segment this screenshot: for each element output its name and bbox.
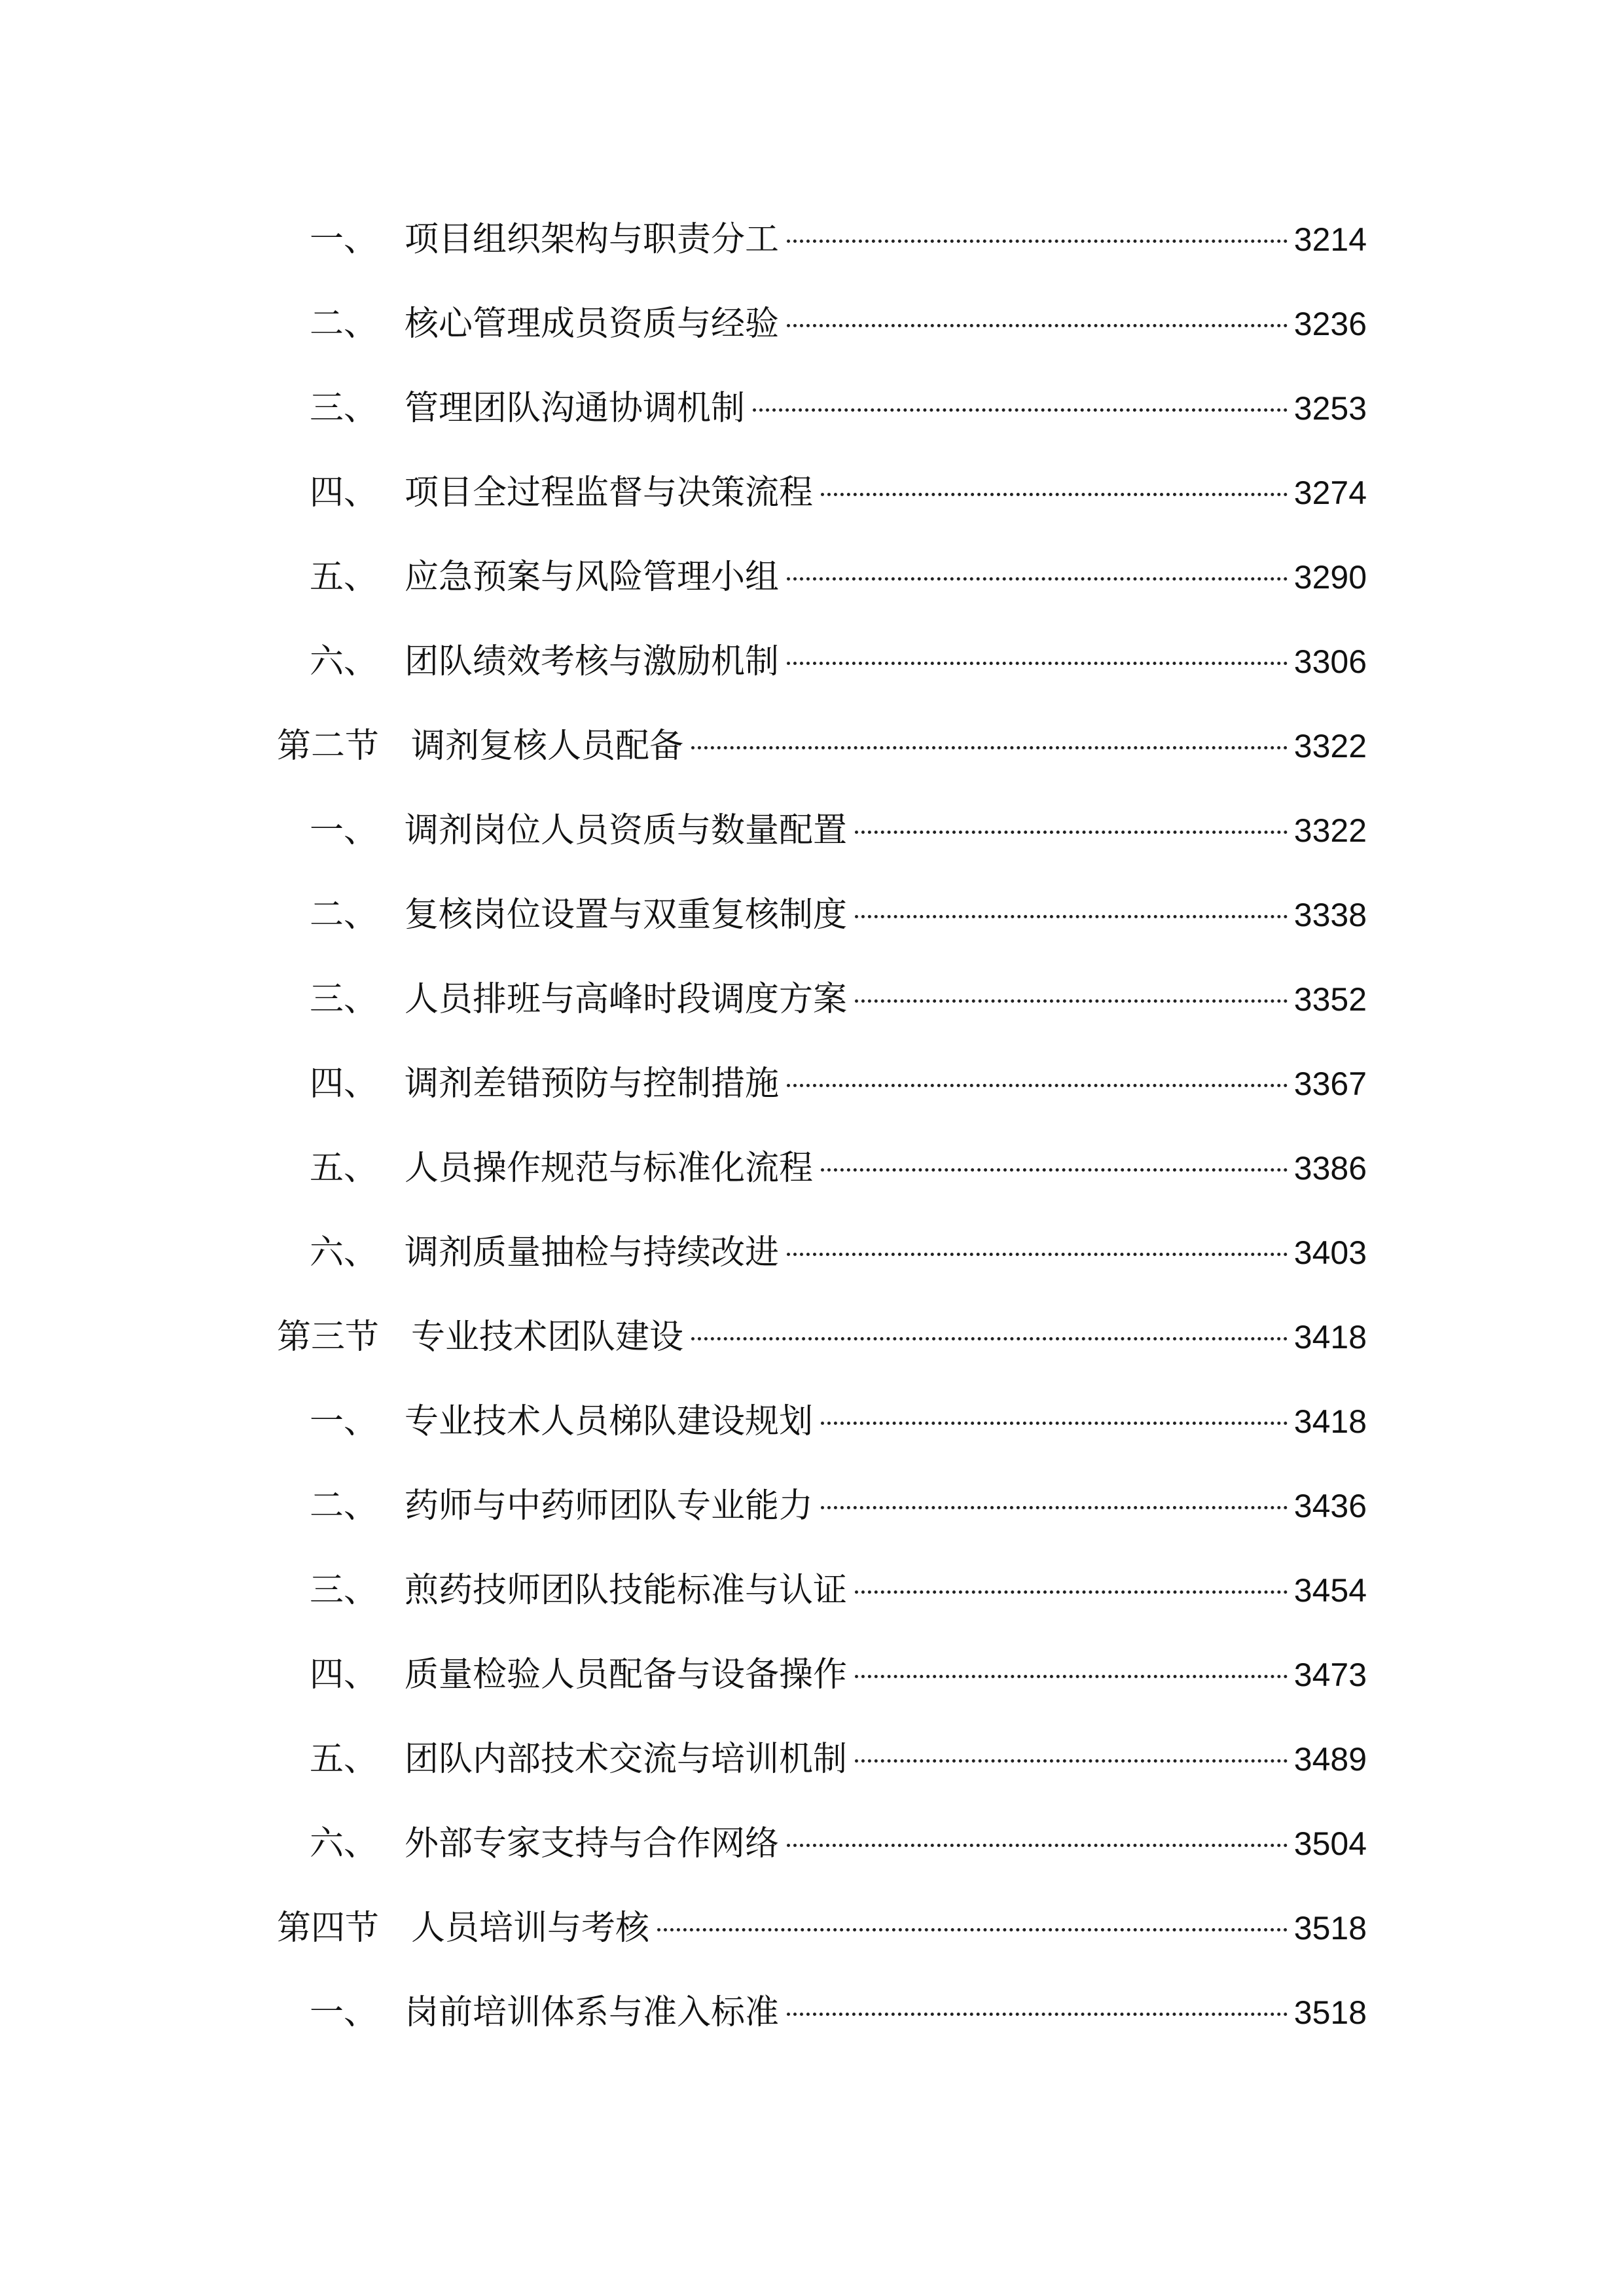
toc-entry-page-number: 3322 xyxy=(1293,812,1367,849)
toc-entry-number: 六、 xyxy=(310,642,378,681)
toc-entry-number: 一、 xyxy=(310,811,378,850)
toc-dot-leader xyxy=(787,2013,1288,2016)
toc-entry-number: 四、 xyxy=(310,1064,378,1103)
toc-entry-title: 人员培训与考核 xyxy=(411,1909,650,1948)
toc-entry-title: 管理团队沟通协调机制 xyxy=(405,389,746,428)
toc-subsection-entry[interactable] xyxy=(277,1549,1367,1633)
toc-subsection-entry[interactable] xyxy=(277,1126,1367,1211)
toc-entry-number: 四、 xyxy=(310,1655,378,1695)
toc-entry-page-number: 3504 xyxy=(1293,1825,1367,1862)
toc-entry-number: 第二节 xyxy=(277,726,380,766)
toc-entry-number: 二、 xyxy=(310,304,378,344)
toc-entry-title: 调剂岗位人员资质与数量配置 xyxy=(405,811,848,850)
toc-dot-leader xyxy=(821,1422,1288,1425)
toc-entry-number: 第三节 xyxy=(277,1318,380,1357)
toc-dot-leader xyxy=(855,1675,1288,1678)
toc-dot-leader xyxy=(855,831,1288,834)
toc-entry-number: 三、 xyxy=(310,1571,378,1610)
toc-entry-page-number: 3236 xyxy=(1293,306,1367,342)
toc-entry-number: 一、 xyxy=(310,220,378,259)
toc-section-entry[interactable] xyxy=(277,1295,1367,1380)
toc-entry-page-number: 3518 xyxy=(1293,1994,1367,2031)
toc-entry-title: 项目组织架构与职责分工 xyxy=(405,220,780,259)
toc-dot-leader xyxy=(657,1928,1288,1931)
toc-entry-number: 三、 xyxy=(310,980,378,1019)
toc-entry-title: 调剂复核人员配备 xyxy=(411,726,684,766)
toc-entry-number: 第四节 xyxy=(277,1909,380,1948)
toc-entry-title: 团队绩效考核与激励机制 xyxy=(405,642,780,681)
toc-entry-page-number: 3473 xyxy=(1293,1657,1367,1693)
toc-entry-page-number: 3454 xyxy=(1293,1572,1367,1609)
toc-subsection-entry[interactable] xyxy=(277,1802,1367,1886)
toc-entry-page-number: 3214 xyxy=(1293,221,1367,258)
toc-subsection-entry[interactable] xyxy=(277,535,1367,620)
toc-subsection-entry[interactable] xyxy=(277,958,1367,1042)
toc-entry-title: 专业技术团队建设 xyxy=(411,1318,684,1357)
toc-entry-number: 四、 xyxy=(310,473,378,512)
toc-entry-page-number: 3418 xyxy=(1293,1403,1367,1440)
toc-subsection-entry[interactable] xyxy=(277,1971,1367,2055)
toc-entry-number: 五、 xyxy=(310,558,378,597)
toc-dot-leader xyxy=(821,1506,1288,1509)
toc-subsection-entry[interactable] xyxy=(277,1633,1367,1717)
toc-dot-leader xyxy=(855,999,1288,1003)
toc-entry-page-number: 3386 xyxy=(1293,1150,1367,1187)
toc-entry-page-number: 3403 xyxy=(1293,1234,1367,1271)
toc-subsection-entry[interactable] xyxy=(277,1717,1367,1802)
toc-subsection-entry[interactable] xyxy=(277,1211,1367,1295)
toc-entry-page-number: 3436 xyxy=(1293,1488,1367,1524)
toc-dot-leader xyxy=(787,1253,1288,1256)
toc-entry-page-number: 3352 xyxy=(1293,981,1367,1018)
toc-section-entry[interactable] xyxy=(277,704,1367,789)
toc-entry-title: 应急预案与风险管理小组 xyxy=(405,558,780,597)
toc-entry-page-number: 3367 xyxy=(1293,1066,1367,1102)
toc-entry-title: 专业技术人员梯队建设规划 xyxy=(405,1402,814,1441)
toc-entry-number: 一、 xyxy=(310,1993,378,2032)
toc-dot-leader xyxy=(787,1844,1288,1847)
toc-entry-number: 五、 xyxy=(310,1149,378,1188)
toc-subsection-entry[interactable] xyxy=(277,1464,1367,1549)
toc-entry-title: 调剂质量抽检与持续改进 xyxy=(405,1233,780,1272)
toc-dot-leader xyxy=(691,1337,1288,1340)
toc-entry-page-number: 3322 xyxy=(1293,728,1367,764)
toc-subsection-entry[interactable] xyxy=(277,620,1367,704)
toc-entry-title: 项目全过程监督与决策流程 xyxy=(405,473,814,512)
toc-entry-page-number: 3418 xyxy=(1293,1319,1367,1355)
toc-entry-number: 六、 xyxy=(310,1233,378,1272)
toc-subsection-entry[interactable] xyxy=(277,789,1367,873)
toc-entry-number: 二、 xyxy=(310,1486,378,1526)
toc-entry-title: 外部专家支持与合作网络 xyxy=(405,1824,780,1863)
toc-subsection-entry[interactable] xyxy=(277,873,1367,958)
toc-dot-leader xyxy=(787,240,1288,243)
toc-entry-page-number: 3518 xyxy=(1293,1910,1367,1946)
toc-entry-number: 五、 xyxy=(310,1740,378,1779)
toc-entry-title: 复核岗位设置与双重复核制度 xyxy=(405,895,848,935)
toc-entry-page-number: 3489 xyxy=(1293,1741,1367,1778)
toc-dot-leader xyxy=(787,577,1288,581)
toc-dot-leader xyxy=(821,1168,1288,1172)
toc-subsection-entry[interactable] xyxy=(277,367,1367,451)
toc-subsection-entry[interactable] xyxy=(277,198,1367,282)
toc-dot-leader xyxy=(821,493,1288,496)
toc-dot-leader xyxy=(753,408,1288,412)
toc-dot-leader xyxy=(855,915,1288,918)
toc-entry-title: 质量检验人员配备与设备操作 xyxy=(405,1655,848,1695)
toc-entry-number: 一、 xyxy=(310,1402,378,1441)
toc-dot-leader xyxy=(855,1590,1288,1594)
toc-entry-page-number: 3253 xyxy=(1293,390,1367,427)
toc-dot-leader xyxy=(855,1759,1288,1763)
toc-entry-page-number: 3306 xyxy=(1293,643,1367,680)
toc-entry-page-number: 3290 xyxy=(1293,559,1367,596)
toc-entry-title: 团队内部技术交流与培训机制 xyxy=(405,1740,848,1779)
toc-entry-title: 调剂差错预防与控制措施 xyxy=(405,1064,780,1103)
toc-entry-page-number: 3274 xyxy=(1293,475,1367,511)
toc-dot-leader xyxy=(787,324,1288,327)
toc-entry-number: 六、 xyxy=(310,1824,378,1863)
toc-entry-title: 人员操作规范与标准化流程 xyxy=(405,1149,814,1188)
toc-subsection-entry[interactable] xyxy=(277,1380,1367,1464)
toc-section-entry[interactable] xyxy=(277,1886,1367,1971)
toc-entry-title: 药师与中药师团队专业能力 xyxy=(405,1486,814,1526)
toc-subsection-entry[interactable] xyxy=(277,451,1367,535)
toc-dot-leader xyxy=(787,662,1288,665)
toc-entry-title: 岗前培训体系与准入标准 xyxy=(405,1993,780,2032)
toc-entry-title: 人员排班与高峰时段调度方案 xyxy=(405,980,848,1019)
toc-entry-number: 二、 xyxy=(310,895,378,935)
toc-subsection-entry[interactable] xyxy=(277,1042,1367,1126)
toc-entry-title: 核心管理成员资质与经验 xyxy=(405,304,780,344)
toc-entry-page-number: 3338 xyxy=(1293,897,1367,933)
toc-entry-title: 煎药技师团队技能标准与认证 xyxy=(405,1571,848,1610)
toc-subsection-entry[interactable] xyxy=(277,282,1367,367)
toc-dot-leader xyxy=(787,1084,1288,1087)
table-of-contents xyxy=(277,198,1367,2055)
toc-dot-leader xyxy=(691,746,1288,749)
toc-entry-number: 三、 xyxy=(310,389,378,428)
